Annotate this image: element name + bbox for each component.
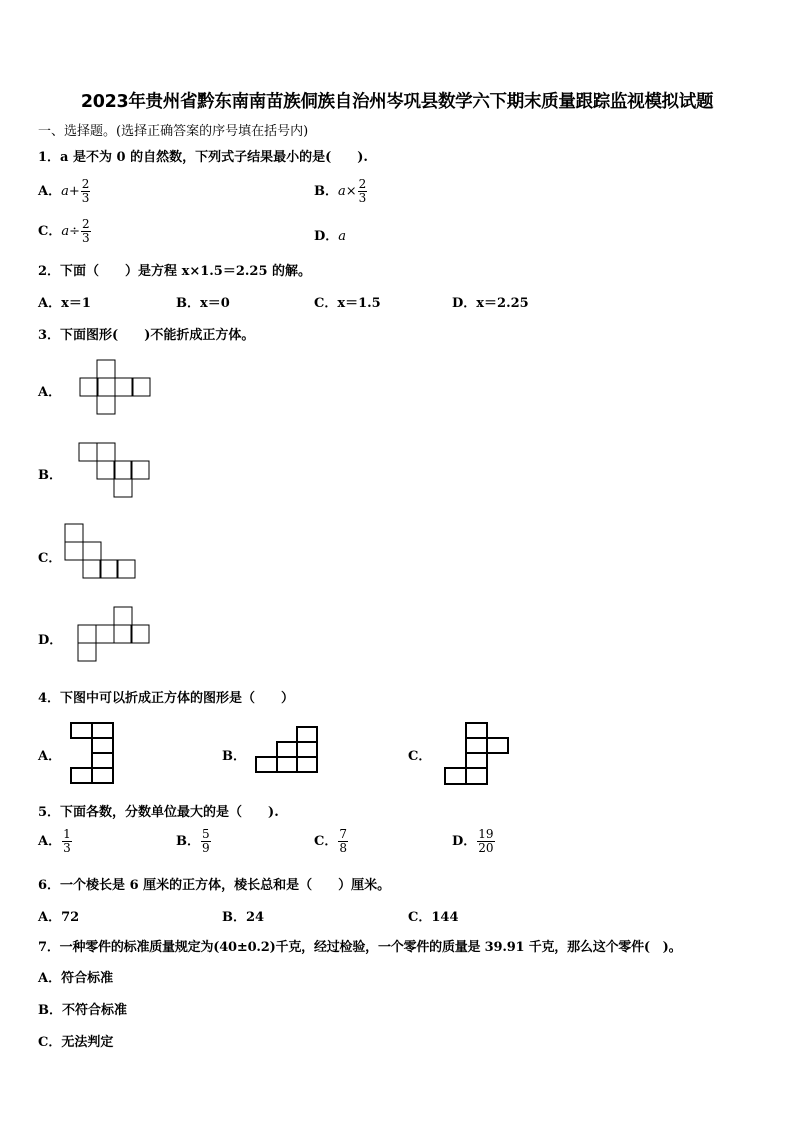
denominator: 8: [339, 841, 347, 855]
operator: ×: [345, 184, 357, 199]
fraction: [62, 828, 72, 855]
q5-option-c: [314, 828, 349, 855]
denominator: 3: [63, 841, 71, 855]
q7-option-b: B．不符合标准: [38, 1003, 127, 1018]
numerator: 2: [358, 177, 367, 191]
var: a: [338, 229, 347, 244]
q1-option-c: [38, 218, 92, 245]
numerator: 7: [339, 827, 347, 841]
question-6-stem: 6．一个棱长是 6 厘米的正方体，棱长总和是（ ）厘米。: [38, 878, 391, 893]
q4-option-b-label: B．: [222, 749, 246, 764]
q2-option-d: D．x＝2.25: [452, 296, 529, 311]
denominator: 3: [81, 191, 90, 205]
denominator: 9: [202, 841, 210, 855]
q6-option-c: C．144: [408, 910, 459, 925]
fraction: [338, 828, 348, 855]
q3-option-d-label: D．: [38, 633, 63, 648]
page-title: 2023年贵州省黔东南南苗族侗族自治州岑巩县数学六下期末质量跟踪监视模拟试题: [80, 92, 714, 112]
q6-option-b: B．24: [222, 910, 265, 925]
fraction: [81, 218, 91, 245]
q3-option-a-label: A．: [38, 385, 62, 400]
q2-option-c: C．x＝1.5: [314, 296, 381, 311]
option-label: B．: [314, 184, 338, 199]
q5-option-a: [38, 828, 73, 855]
q4-option-a-label: A．: [38, 749, 62, 764]
numerator: 2: [81, 177, 90, 191]
q7-option-c: C．无法判定: [38, 1035, 114, 1050]
q1-option-a: [38, 178, 91, 205]
q3-option-c-label: C．: [38, 551, 62, 566]
fraction: [81, 178, 91, 205]
question-5-stem: 5．下面各数，分数单位最大的是（ ).: [38, 805, 279, 820]
option-label: A．: [38, 184, 62, 199]
q4-option-c-label: C．: [408, 749, 432, 764]
q2-option-b: B．x＝0: [176, 296, 230, 311]
question-3-stem: 3．下面图形( )不能折成正方体。: [38, 328, 255, 343]
numerator: 1: [63, 827, 71, 841]
q1-option-b: [314, 178, 368, 205]
question-2-stem: 2．下面（ ）是方程 x×1.5＝2.25 的解。: [38, 264, 312, 279]
denominator: 3: [82, 231, 90, 245]
option-label: C．: [314, 834, 338, 849]
var: a: [338, 184, 346, 199]
question-1-stem: 1．a 是不为 0 的自然数，下列式子结果最小的是( ).: [38, 150, 368, 165]
numerator: 5: [202, 827, 210, 841]
q4-net-c: [0, 0, 1, 1]
numerator: 19: [478, 827, 494, 841]
option-label: A．: [38, 834, 62, 849]
denominator: 20: [478, 841, 494, 855]
q5-option-d: [452, 828, 496, 855]
fraction: [201, 828, 211, 855]
question-4-stem: 4．下图中可以折成正方体的图形是（ ）: [38, 691, 295, 706]
q1-option-d: [314, 225, 346, 244]
var: a: [61, 224, 70, 239]
q5-option-b: [176, 828, 212, 855]
operator: +: [68, 184, 80, 199]
var: a: [61, 184, 69, 199]
numerator: 2: [82, 217, 90, 231]
option-label: B．: [176, 834, 200, 849]
section-heading: 一、选择题。(选择正确答案的序号填在括号内): [38, 124, 309, 139]
q3-option-b-label: B．: [38, 468, 62, 483]
fraction: [358, 178, 368, 205]
fraction: [477, 828, 494, 855]
operator: ÷: [69, 224, 81, 239]
q6-option-a: A．72: [38, 910, 80, 925]
denominator: 3: [358, 191, 367, 205]
option-label: C．: [38, 224, 62, 239]
q2-option-a: A．x＝1: [38, 296, 91, 311]
q7-option-a: A．符合标准: [38, 971, 114, 986]
option-label: D．: [452, 834, 477, 849]
question-7-stem: 7．一种零件的标准质量规定为(40±0.2)千克，经过检验，一个零件的质量是 39.91 千克，那么这个零件( )。: [38, 940, 682, 955]
option-label: D．: [314, 229, 339, 244]
